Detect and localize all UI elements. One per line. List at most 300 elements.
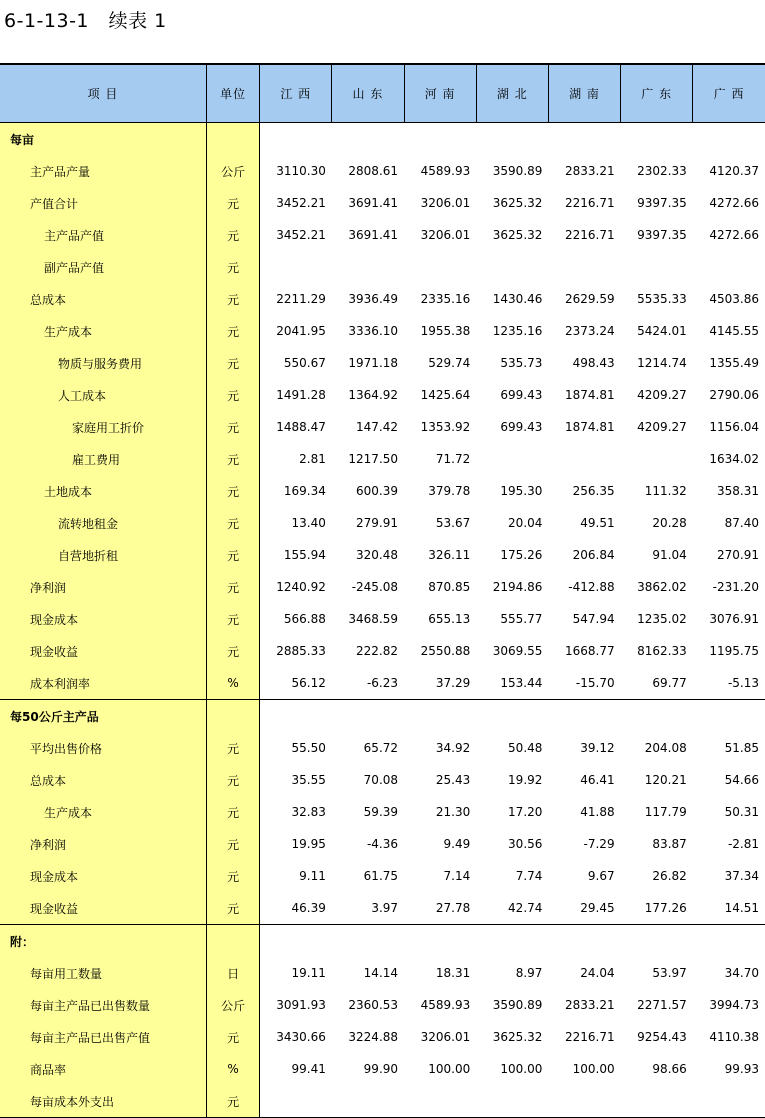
value-cell: 3590.89 bbox=[492, 998, 543, 1012]
column-header-region: 河 南 bbox=[404, 64, 476, 123]
row-label: 物质与服务费用 bbox=[0, 347, 207, 379]
table-row bbox=[0, 603, 765, 635]
row-label: 每50公斤主产品 bbox=[0, 700, 207, 733]
value-cell: 49.51 bbox=[580, 516, 615, 530]
row-label: 现金成本 bbox=[0, 860, 207, 892]
table-row bbox=[0, 989, 765, 1021]
value-cell bbox=[332, 925, 404, 958]
row-label: 自营地折租 bbox=[0, 539, 207, 571]
value-cell: 120.21 bbox=[644, 773, 687, 787]
row-label: 现金成本 bbox=[0, 603, 207, 635]
table-row bbox=[0, 860, 765, 892]
table-row bbox=[0, 283, 765, 315]
value-cell: 2211.29 bbox=[260, 283, 332, 315]
row-label: 净利润 bbox=[0, 828, 207, 860]
value-cell: 29.45 bbox=[580, 901, 615, 915]
table-row bbox=[0, 957, 765, 989]
value-cell: 65.72 bbox=[363, 741, 399, 755]
value-cell: 4110.38 bbox=[709, 1030, 759, 1044]
value-cell: 2360.53 bbox=[348, 998, 399, 1012]
value-cell: 9.11 bbox=[260, 860, 332, 892]
value-cell: 35.55 bbox=[260, 764, 332, 796]
table-row bbox=[0, 571, 765, 603]
row-label: 生产成本 bbox=[0, 796, 207, 828]
value-cell: 91.04 bbox=[652, 548, 687, 562]
value-cell: 566.88 bbox=[260, 603, 332, 635]
value-cell: 4145.55 bbox=[709, 324, 759, 338]
value-cell bbox=[548, 443, 620, 475]
table-row bbox=[0, 219, 765, 251]
row-label: 流转地租金 bbox=[0, 507, 207, 539]
value-cell: 535.73 bbox=[500, 356, 543, 370]
row-label: 平均出售价格 bbox=[0, 732, 207, 764]
value-cell bbox=[621, 1085, 693, 1118]
value-cell: 175.26 bbox=[500, 548, 543, 562]
value-cell bbox=[476, 443, 548, 475]
value-cell bbox=[476, 700, 548, 733]
row-label: 雇工费用 bbox=[0, 443, 207, 475]
value-cell: 8162.33 bbox=[637, 644, 687, 658]
value-cell: 13.40 bbox=[260, 507, 332, 539]
value-cell: 3691.41 bbox=[348, 228, 399, 242]
value-cell: -245.08 bbox=[351, 580, 399, 594]
value-cell: 7.74 bbox=[515, 869, 543, 883]
value-cell: 2790.06 bbox=[709, 388, 759, 402]
value-cell: -231.20 bbox=[712, 580, 759, 594]
row-unit: 元 bbox=[207, 187, 260, 219]
value-cell: 4272.66 bbox=[709, 196, 759, 210]
column-header-region: 江 西 bbox=[260, 64, 332, 123]
value-cell: 14.51 bbox=[724, 901, 759, 915]
value-cell bbox=[476, 123, 548, 156]
table-row bbox=[0, 635, 765, 667]
value-cell bbox=[548, 925, 620, 958]
value-cell bbox=[332, 700, 404, 733]
value-cell: 50.31 bbox=[724, 805, 759, 819]
value-cell bbox=[693, 251, 765, 283]
row-label: 总成本 bbox=[0, 764, 207, 796]
row-unit: 元 bbox=[207, 411, 260, 443]
row-unit: 日 bbox=[207, 957, 260, 989]
value-cell: 21.30 bbox=[435, 805, 471, 819]
value-cell: 3206.01 bbox=[420, 1030, 471, 1044]
table-row bbox=[0, 475, 765, 507]
row-label: 净利润 bbox=[0, 571, 207, 603]
value-cell: 699.43 bbox=[500, 420, 543, 434]
value-cell: 2550.88 bbox=[420, 644, 471, 658]
value-cell: 1430.46 bbox=[492, 292, 543, 306]
value-cell: 147.42 bbox=[356, 420, 399, 434]
value-cell: 2833.21 bbox=[564, 164, 615, 178]
value-cell: 27.78 bbox=[435, 901, 471, 915]
value-cell: 204.08 bbox=[644, 741, 687, 755]
value-cell bbox=[332, 123, 404, 156]
value-cell: 2041.95 bbox=[260, 315, 332, 347]
value-cell bbox=[621, 700, 693, 733]
value-cell: 326.11 bbox=[428, 548, 471, 562]
value-cell: 54.66 bbox=[724, 773, 759, 787]
column-header-item: 项 目 bbox=[0, 64, 207, 123]
row-unit: 元 bbox=[207, 860, 260, 892]
row-unit: % bbox=[207, 667, 260, 700]
value-cell: 2833.21 bbox=[564, 998, 615, 1012]
value-cell: 18.31 bbox=[435, 966, 471, 980]
value-cell: 2216.71 bbox=[564, 196, 615, 210]
value-cell bbox=[693, 700, 765, 733]
value-cell: 3590.89 bbox=[492, 164, 543, 178]
row-label: 总成本 bbox=[0, 283, 207, 315]
value-cell: 2373.24 bbox=[564, 324, 615, 338]
value-cell: 2194.86 bbox=[492, 580, 543, 594]
value-cell: 4209.27 bbox=[637, 388, 687, 402]
value-cell: 550.67 bbox=[260, 347, 332, 379]
value-cell: 3625.32 bbox=[492, 1030, 543, 1044]
value-cell: 153.44 bbox=[500, 676, 543, 690]
row-unit: 元 bbox=[207, 219, 260, 251]
value-cell: 3224.88 bbox=[348, 1030, 399, 1044]
value-cell: 3069.55 bbox=[492, 644, 543, 658]
value-cell: -15.70 bbox=[575, 676, 615, 690]
value-cell bbox=[404, 925, 476, 958]
value-cell: 50.48 bbox=[508, 741, 543, 755]
table-row bbox=[0, 379, 765, 411]
value-cell bbox=[404, 700, 476, 733]
value-cell: 195.30 bbox=[500, 484, 543, 498]
value-cell: 9.49 bbox=[443, 837, 471, 851]
value-cell: 1488.47 bbox=[260, 411, 332, 443]
row-unit bbox=[207, 700, 260, 733]
value-cell: 30.56 bbox=[508, 837, 543, 851]
value-cell: 498.43 bbox=[572, 356, 615, 370]
table-row bbox=[0, 1021, 765, 1053]
value-cell: 69.77 bbox=[652, 676, 687, 690]
row-label: 家庭用工折价 bbox=[0, 411, 207, 443]
value-cell bbox=[693, 123, 765, 156]
value-cell: -6.23 bbox=[366, 676, 399, 690]
table-row bbox=[0, 1085, 765, 1118]
value-cell: 53.97 bbox=[652, 966, 687, 980]
value-cell: 25.43 bbox=[435, 773, 471, 787]
value-cell: 7.14 bbox=[443, 869, 471, 883]
value-cell: 100.00 bbox=[500, 1062, 543, 1076]
value-cell: 206.84 bbox=[572, 548, 615, 562]
value-cell: 2216.71 bbox=[564, 228, 615, 242]
row-label: 成本利润率 bbox=[0, 667, 207, 700]
value-cell: 2.81 bbox=[260, 443, 332, 475]
table-body bbox=[0, 123, 765, 1118]
row-unit: 元 bbox=[207, 732, 260, 764]
value-cell: 1634.02 bbox=[709, 452, 759, 466]
value-cell bbox=[621, 251, 693, 283]
value-cell: 20.04 bbox=[508, 516, 543, 530]
row-unit: % bbox=[207, 1053, 260, 1085]
value-cell: 2302.33 bbox=[637, 164, 687, 178]
value-cell: 3691.41 bbox=[348, 196, 399, 210]
value-cell: 222.82 bbox=[356, 644, 399, 658]
row-unit: 元 bbox=[207, 475, 260, 507]
value-cell bbox=[260, 925, 332, 958]
value-cell: 1355.49 bbox=[709, 356, 759, 370]
value-cell: 19.92 bbox=[508, 773, 543, 787]
value-cell: 547.94 bbox=[572, 612, 615, 626]
value-cell bbox=[476, 925, 548, 958]
row-unit bbox=[207, 925, 260, 958]
value-cell: 98.66 bbox=[652, 1062, 687, 1076]
row-label: 商品率 bbox=[0, 1053, 207, 1085]
row-unit: 元 bbox=[207, 892, 260, 925]
row-unit: 元 bbox=[207, 251, 260, 283]
value-cell: 26.82 bbox=[652, 869, 687, 883]
value-cell: 3862.02 bbox=[637, 580, 687, 594]
value-cell bbox=[404, 1085, 476, 1118]
row-label: 每亩主产品已出售数量 bbox=[0, 989, 207, 1021]
value-cell: 37.34 bbox=[724, 869, 759, 883]
value-cell: 59.39 bbox=[363, 805, 399, 819]
value-cell: 34.70 bbox=[724, 966, 759, 980]
value-cell: 1955.38 bbox=[420, 324, 471, 338]
row-unit: 元 bbox=[207, 764, 260, 796]
row-unit: 元 bbox=[207, 828, 260, 860]
value-cell: 100.00 bbox=[428, 1062, 471, 1076]
row-unit: 元 bbox=[207, 1021, 260, 1053]
value-cell: 117.79 bbox=[644, 805, 687, 819]
value-cell bbox=[476, 251, 548, 283]
value-cell: 699.43 bbox=[500, 388, 543, 402]
value-cell bbox=[548, 123, 620, 156]
table-row bbox=[0, 411, 765, 443]
table-row bbox=[0, 828, 765, 860]
value-cell: 1235.02 bbox=[637, 612, 687, 626]
value-cell: 99.93 bbox=[724, 1062, 759, 1076]
row-label: 主产品产值 bbox=[0, 219, 207, 251]
value-cell bbox=[332, 1085, 404, 1118]
value-cell: 4209.27 bbox=[637, 420, 687, 434]
value-cell: 1235.16 bbox=[492, 324, 543, 338]
value-cell: 4589.93 bbox=[420, 164, 471, 178]
value-cell: 14.14 bbox=[363, 966, 399, 980]
value-cell: 2885.33 bbox=[260, 635, 332, 667]
row-label: 生产成本 bbox=[0, 315, 207, 347]
value-cell: 46.41 bbox=[580, 773, 615, 787]
value-cell: 1217.50 bbox=[348, 452, 399, 466]
value-cell: 1353.92 bbox=[420, 420, 471, 434]
value-cell: 9.67 bbox=[587, 869, 615, 883]
row-label: 副产品产值 bbox=[0, 251, 207, 283]
row-unit: 元 bbox=[207, 283, 260, 315]
value-cell: 555.77 bbox=[500, 612, 543, 626]
value-cell bbox=[260, 251, 332, 283]
value-cell bbox=[693, 925, 765, 958]
value-cell: 53.67 bbox=[435, 516, 471, 530]
value-cell: 99.90 bbox=[363, 1062, 399, 1076]
value-cell: 4120.37 bbox=[709, 164, 759, 178]
value-cell: -5.13 bbox=[727, 676, 759, 690]
value-cell: 2271.57 bbox=[637, 998, 687, 1012]
value-cell: 358.31 bbox=[717, 484, 759, 498]
row-unit: 元 bbox=[207, 571, 260, 603]
value-cell: 177.26 bbox=[644, 901, 687, 915]
table-row bbox=[0, 1053, 765, 1085]
section-header-row bbox=[0, 123, 765, 156]
value-cell: 5535.33 bbox=[637, 292, 687, 306]
value-cell: 3110.30 bbox=[260, 155, 332, 187]
value-cell: 3625.32 bbox=[492, 196, 543, 210]
value-cell: 19.11 bbox=[260, 957, 332, 989]
value-cell: 279.91 bbox=[356, 516, 399, 530]
value-cell: 39.12 bbox=[580, 741, 615, 755]
value-cell: 3206.01 bbox=[420, 228, 471, 242]
row-label: 现金收益 bbox=[0, 892, 207, 925]
value-cell: 1874.81 bbox=[564, 388, 615, 402]
column-header-region: 广 西 bbox=[693, 64, 765, 123]
value-cell: 320.48 bbox=[356, 548, 399, 562]
value-cell: 32.83 bbox=[260, 796, 332, 828]
value-cell: 3091.93 bbox=[260, 989, 332, 1021]
row-label: 现金收益 bbox=[0, 635, 207, 667]
value-cell: 70.08 bbox=[363, 773, 399, 787]
value-cell: 56.12 bbox=[260, 667, 332, 700]
row-unit: 元 bbox=[207, 603, 260, 635]
value-cell: 100.00 bbox=[572, 1062, 615, 1076]
row-unit: 公斤 bbox=[207, 155, 260, 187]
value-cell bbox=[548, 700, 620, 733]
value-cell: 34.92 bbox=[435, 741, 471, 755]
value-cell: 1971.18 bbox=[348, 356, 399, 370]
value-cell bbox=[332, 251, 404, 283]
value-cell: 3.97 bbox=[371, 901, 399, 915]
value-cell: 71.72 bbox=[435, 452, 471, 466]
value-cell: 19.95 bbox=[260, 828, 332, 860]
value-cell: 3206.01 bbox=[420, 196, 471, 210]
value-cell: 87.40 bbox=[724, 516, 759, 530]
value-cell bbox=[621, 123, 693, 156]
row-unit: 元 bbox=[207, 379, 260, 411]
value-cell: 41.88 bbox=[580, 805, 615, 819]
value-cell bbox=[260, 1085, 332, 1118]
value-cell bbox=[621, 443, 693, 475]
row-unit: 元 bbox=[207, 347, 260, 379]
value-cell: 256.35 bbox=[572, 484, 615, 498]
value-cell: 9254.43 bbox=[637, 1030, 687, 1044]
value-cell: 2629.59 bbox=[564, 292, 615, 306]
value-cell: 529.74 bbox=[428, 356, 471, 370]
value-cell: 870.85 bbox=[428, 580, 471, 594]
table-row bbox=[0, 251, 765, 283]
value-cell: 2216.71 bbox=[564, 1030, 615, 1044]
row-unit: 元 bbox=[207, 796, 260, 828]
value-cell: 3468.59 bbox=[348, 612, 399, 626]
value-cell bbox=[621, 925, 693, 958]
row-unit: 元 bbox=[207, 507, 260, 539]
value-cell: 379.78 bbox=[428, 484, 471, 498]
value-cell bbox=[260, 700, 332, 733]
row-unit: 元 bbox=[207, 635, 260, 667]
table-row bbox=[0, 187, 765, 219]
value-cell bbox=[404, 123, 476, 156]
value-cell: 3625.32 bbox=[492, 228, 543, 242]
section-header-row bbox=[0, 700, 765, 733]
value-cell: 55.50 bbox=[260, 732, 332, 764]
row-label: 产值合计 bbox=[0, 187, 207, 219]
value-cell bbox=[260, 123, 332, 156]
value-cell: 1668.77 bbox=[564, 644, 615, 658]
value-cell: 20.28 bbox=[652, 516, 687, 530]
value-cell: -7.29 bbox=[583, 837, 615, 851]
value-cell: 3430.66 bbox=[260, 1021, 332, 1053]
table-row bbox=[0, 764, 765, 796]
header-row bbox=[0, 64, 765, 123]
value-cell: 3994.73 bbox=[709, 998, 759, 1012]
value-cell: -412.88 bbox=[568, 580, 615, 594]
row-label: 人工成本 bbox=[0, 379, 207, 411]
value-cell: 9397.35 bbox=[637, 228, 687, 242]
value-cell: 51.85 bbox=[724, 741, 759, 755]
value-cell bbox=[476, 1085, 548, 1118]
table-row bbox=[0, 667, 765, 700]
value-cell: 37.29 bbox=[435, 676, 471, 690]
value-cell: 61.75 bbox=[363, 869, 399, 883]
value-cell: 1195.75 bbox=[709, 644, 759, 658]
value-cell bbox=[548, 1085, 620, 1118]
row-unit: 公斤 bbox=[207, 989, 260, 1021]
value-cell: 2808.61 bbox=[348, 164, 399, 178]
value-cell: 42.74 bbox=[508, 901, 543, 915]
row-unit: 元 bbox=[207, 1085, 260, 1118]
value-cell: 83.87 bbox=[652, 837, 687, 851]
value-cell: 3936.49 bbox=[348, 292, 399, 306]
value-cell: 1156.04 bbox=[709, 420, 759, 434]
value-cell: 1214.74 bbox=[637, 356, 687, 370]
row-label: 每亩主产品已出售产值 bbox=[0, 1021, 207, 1053]
value-cell: 1874.81 bbox=[564, 420, 615, 434]
row-unit: 元 bbox=[207, 539, 260, 571]
value-cell: 169.34 bbox=[260, 475, 332, 507]
value-cell: 111.32 bbox=[644, 484, 687, 498]
value-cell: 1425.64 bbox=[420, 388, 471, 402]
table-title: 6-1-13-1 续表 1 bbox=[4, 10, 167, 32]
value-cell: 1240.92 bbox=[260, 571, 332, 603]
value-cell: 3452.21 bbox=[260, 219, 332, 251]
table-row bbox=[0, 796, 765, 828]
section-header-row bbox=[0, 925, 765, 958]
table-row bbox=[0, 315, 765, 347]
value-cell: 5424.01 bbox=[637, 324, 687, 338]
value-cell: 1364.92 bbox=[348, 388, 399, 402]
value-cell: 4503.86 bbox=[709, 292, 759, 306]
value-cell: 9397.35 bbox=[637, 196, 687, 210]
table-row bbox=[0, 892, 765, 925]
value-cell: 155.94 bbox=[260, 539, 332, 571]
table-row bbox=[0, 507, 765, 539]
value-cell: 270.91 bbox=[717, 548, 759, 562]
row-label: 土地成本 bbox=[0, 475, 207, 507]
row-unit: 元 bbox=[207, 315, 260, 347]
value-cell: 99.41 bbox=[260, 1053, 332, 1085]
row-unit bbox=[207, 123, 260, 156]
value-cell: 2335.16 bbox=[420, 292, 471, 306]
value-cell: 1491.28 bbox=[260, 379, 332, 411]
value-cell: 3076.91 bbox=[709, 612, 759, 626]
row-label: 每亩成本外支出 bbox=[0, 1085, 207, 1118]
value-cell: 3452.21 bbox=[260, 187, 332, 219]
column-header-region: 湖 北 bbox=[476, 64, 548, 123]
column-header-region: 广 东 bbox=[621, 64, 693, 123]
value-cell: -4.36 bbox=[366, 837, 399, 851]
value-cell bbox=[404, 251, 476, 283]
value-cell: 4272.66 bbox=[709, 228, 759, 242]
value-cell: 3336.10 bbox=[348, 324, 399, 338]
value-cell: -2.81 bbox=[727, 837, 759, 851]
